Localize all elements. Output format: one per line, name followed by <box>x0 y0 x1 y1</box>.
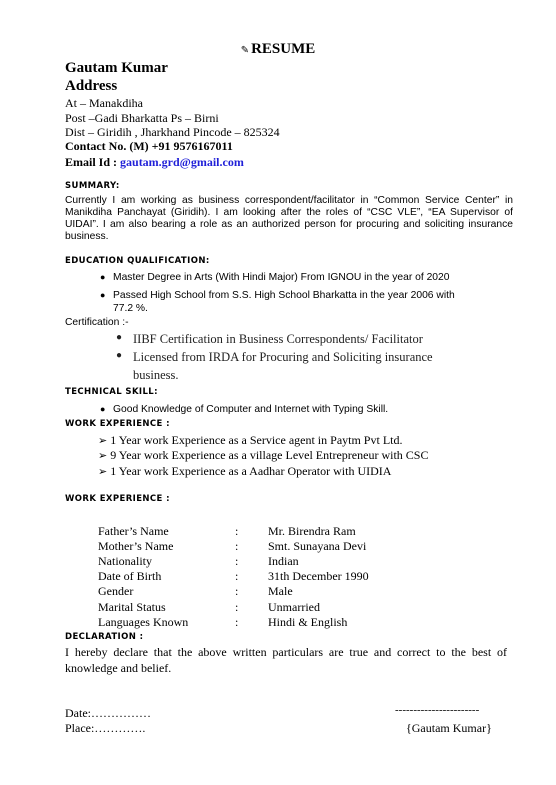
personal-label: Gender <box>98 584 134 598</box>
address-line-1: At – Manakdiha <box>65 96 143 110</box>
resume-title <box>0 41 556 58</box>
address-line-2: Post –Gadi Bharkatta Ps – Birni <box>65 111 219 125</box>
bullet-icon: ● <box>100 290 106 300</box>
personal-separator: : <box>235 615 239 629</box>
education-heading: EDUCATION QUALIFICATION: <box>65 256 210 266</box>
address-line-3: Dist – Giridih , Jharkhand Pincode – 825324 <box>65 125 280 139</box>
personal-value: Smt. Sunayana Devi <box>268 539 367 553</box>
signature-line: ----------------------- <box>395 704 480 716</box>
personal-value: Unmarried <box>268 600 320 614</box>
personal-separator: : <box>235 600 239 614</box>
declaration-heading: DECLARATION : <box>65 632 144 642</box>
candidate-name: Gautam Kumar <box>65 60 168 76</box>
personal-value: 31th December 1990 <box>268 569 369 583</box>
education-item-2: ● Passed High School from S.S. High School Bharkatta in the year 2006 with <box>100 290 455 301</box>
certification-item-2: ● Licensed from IRDA for Procuring and Soliciting insurance <box>116 350 433 364</box>
personal-separator: : <box>235 584 239 598</box>
bullet-icon: ● <box>116 332 123 343</box>
summary-text: Currently I am working as business correspondent/facilitator in “Common Service Center” in Manikdiha Panchayat (Giridih). I am looking after the roles of “CSC VLE”, “EA Supervisor of UIDAI”. I am also bearing a role as an authorized person for procuring and soliciting insurance business. <box>65 195 513 242</box>
personal-value: Male <box>268 584 293 598</box>
work-item-1: ➢ 1 Year work Experience as a Service agent in Paytm Pvt Ltd. <box>98 433 403 447</box>
arrow-right-icon: ➢ <box>98 435 108 447</box>
personal-label: Mother’s Name <box>98 539 174 553</box>
email-row <box>65 155 244 170</box>
date-field: Date:…………… <box>65 706 151 720</box>
personal-value: Indian <box>268 554 299 568</box>
education-item-2-continued: 77.2 %. <box>113 303 148 314</box>
contact-number: Contact No. (M) +91 9576167011 <box>65 139 233 153</box>
place-field: Place:…………. <box>65 721 146 735</box>
certification-item-2-continued: business. <box>133 368 179 382</box>
personal-label: Father’s Name <box>98 524 169 538</box>
personal-label: Date of Birth <box>98 569 162 583</box>
arrow-right-icon: ➢ <box>98 450 108 462</box>
arrow-right-icon: ➢ <box>98 466 108 478</box>
certification-label: Certification :- <box>65 317 129 328</box>
personal-label: Languages Known <box>98 615 189 629</box>
summary-heading: SUMMARY: <box>65 181 120 191</box>
work-item-2: ➢ 9 Year work Experience as a village Level Entrepreneur with CSC <box>98 448 429 462</box>
technical-item-1: ● Good Knowledge of Computer and Internet with Typing Skill. <box>100 404 389 415</box>
email-link[interactable]: gautam.grd@gmail.com <box>120 155 244 169</box>
personal-separator: : <box>235 524 239 538</box>
personal-separator: : <box>235 554 239 568</box>
personal-heading: WORK EXPERIENCE : <box>65 494 170 504</box>
personal-label: Marital Status <box>98 600 166 614</box>
personal-value: Mr. Birendra Ram <box>268 524 356 538</box>
declaration-text: I hereby declare that the above written particulars are true and correct to the best of knowledge and belief. <box>65 645 507 675</box>
pencil-icon: ✎ <box>240 45 250 56</box>
resume-title-text: RESUME <box>251 41 316 57</box>
personal-separator: : <box>235 569 239 583</box>
bullet-icon: ● <box>100 404 106 414</box>
personal-separator: : <box>235 539 239 553</box>
signature-name: {Gautam Kumar} <box>406 721 492 735</box>
work-heading: WORK EXPERIENCE : <box>65 419 170 429</box>
email-label: Email Id : <box>65 155 121 169</box>
bullet-icon: ● <box>116 350 123 361</box>
certification-item-1: ● IIBF Certification in Business Correspondents/ Facilitator <box>116 332 423 346</box>
technical-heading: TECHNICAL SKILL: <box>65 387 158 397</box>
work-item-3: ➢ 1 Year work Experience as a Aadhar Operator with UIDIA <box>98 464 392 478</box>
bullet-icon: ● <box>100 272 106 282</box>
personal-value: Hindi & English <box>268 615 348 629</box>
address-heading: Address <box>65 78 118 94</box>
personal-label: Nationality <box>98 554 152 568</box>
education-item-1: ● Master Degree in Arts (With Hindi Major) From IGNOU in the year of 2020 <box>100 272 450 283</box>
